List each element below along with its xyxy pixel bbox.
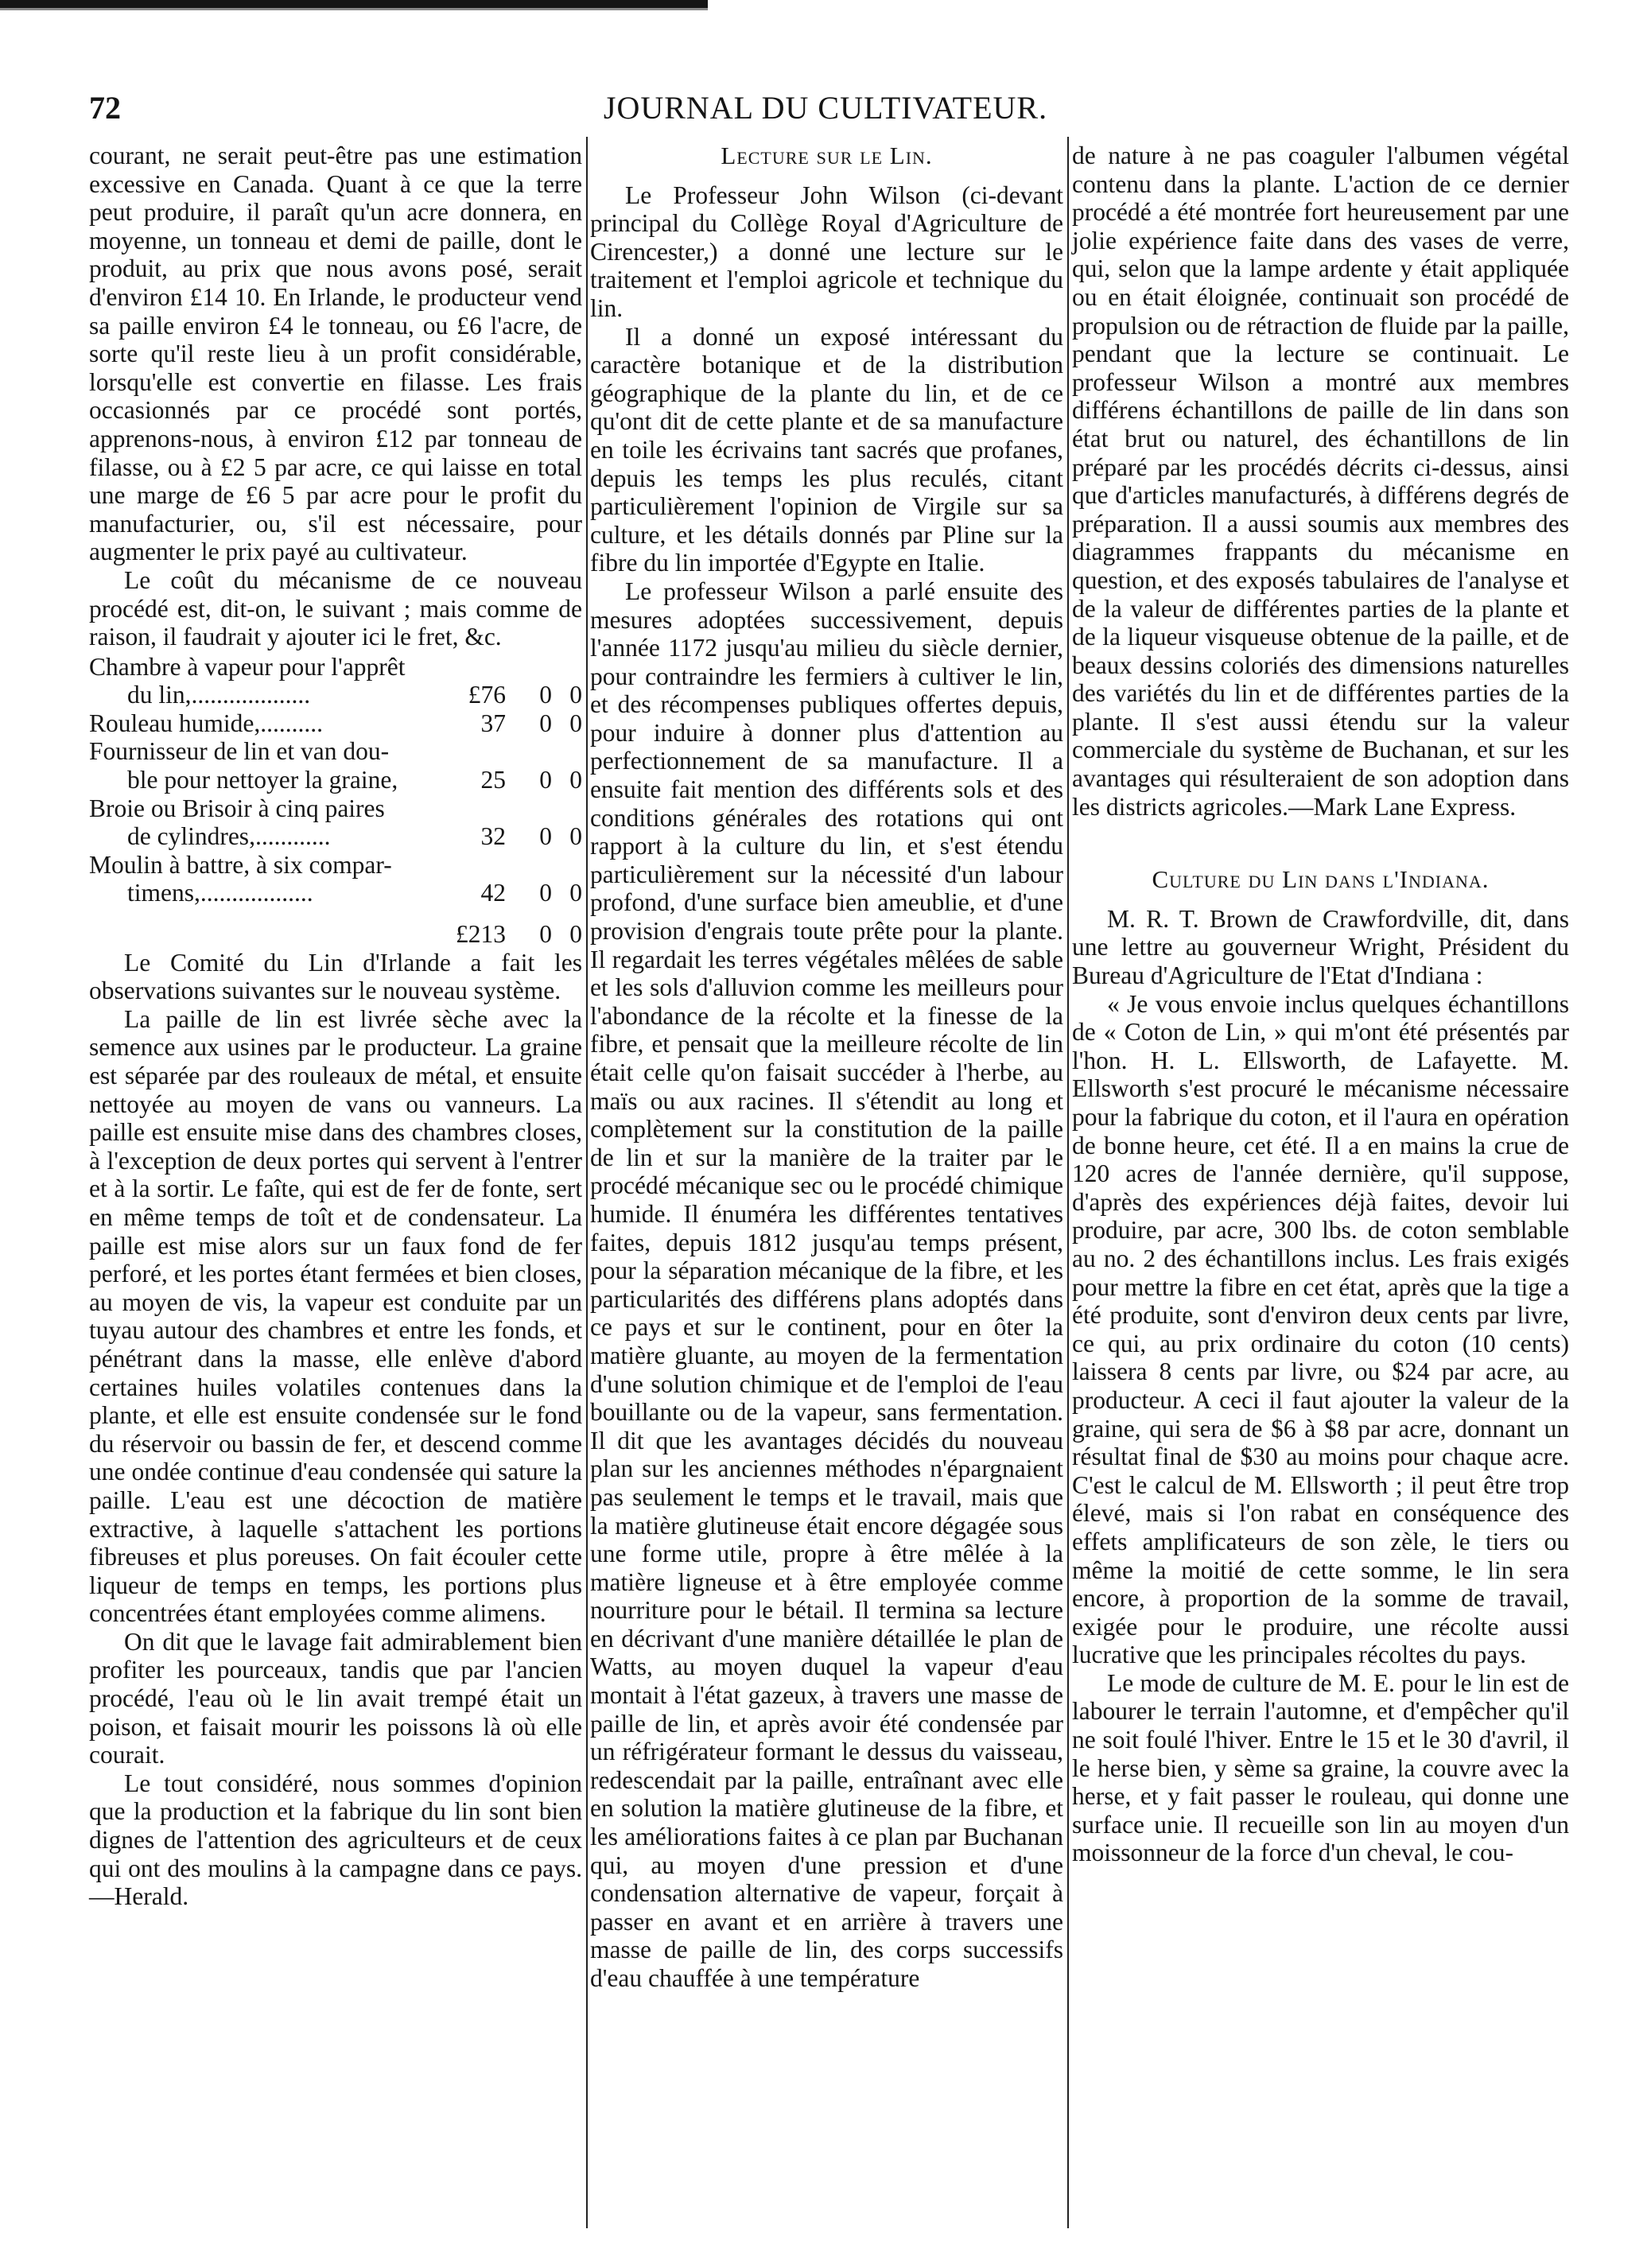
column-rule-left — [586, 137, 588, 2228]
journal-title: JOURNAL DU CULTIVATEUR. — [603, 90, 1048, 126]
cost-item-continuation: ble pour nettoyer la graine, — [127, 766, 398, 794]
cost-shillings: 0 — [539, 766, 552, 794]
column-left — [89, 142, 582, 1911]
cost-pence: 0 — [569, 709, 582, 737]
paragraph: La paille de lin est livrée sèche avec la semence aux usines par le producteur. La graine est séparée par des rouleaux de métal, et ensuite nettoyée au moyen de vans ou vanneurs. La paille est ensuite mise dans des chambres closes, à l'exception de deux portes qui servent à l'entrer et à la sortir. Le faîte, qui est de fer de fonte, sert en même temps de toît et de condensateur. La paille est mise alors sur un faux fond de fer perforé, et les portes étant fermées et bien closes, au moyen de vis, la vapeur est conduite par un tuyau autour des chambres et entre les fonds, et pénétrant dans la masse, elle enlève d'abord certaines huiles volatiles contenues dans la plante, et elle est ensuite condensée sur le fond du réservoir ou bassin de fer, et descend comme une ondée continue d'eau condensée qui sature la paille. L'eau est une décoction de matière extractive, à laquelle s'attachent les portions fibreuses et plus poreuses. On fait écouler cette liqueur de temps en temps, les portions plus concentrées étant employées comme alimens. — [89, 1004, 582, 1628]
cost-pence: 0 — [569, 822, 582, 851]
article-heading: Culture du Lin dans l'Indiana. — [1152, 865, 1490, 894]
total-shillings: 0 — [539, 920, 552, 949]
cost-item-label: Rouleau humide,.......... — [89, 709, 323, 737]
table-row — [89, 794, 582, 851]
paragraph: Le coût du mécanisme de ce nouveau procédé est, dit-on, le suivant ; mais comme de raison, il faudrait y ajouter ici le fret, &c. — [89, 565, 582, 651]
cost-shillings: 0 — [539, 822, 552, 851]
cost-pounds: £76 — [468, 681, 506, 709]
paragraph: Le mode de culture de M. E. pour le lin est de labourer le terrain l'automne, et d'empêcher qu'il ne soit foulé l'hiver. Entre le 15 et le 30 d'avril, il le herse bien, y sème sa graine, la couvre avec la herse, et y fait passer le rouleau, qui donne une surface unie. Il recueille son lin au moyen d'un moissonneur de la force d'un cheval, le cou- — [1072, 1668, 1569, 1867]
total-pence: 0 — [569, 920, 582, 949]
cost-item-label: Fournisseur de lin et van dou- — [89, 737, 390, 766]
paragraph: Le Professeur John Wilson (ci-devant principal du Collège Royal d'Agriculture de Cirencester,) a donné une lecture sur le traitement et l'emploi agricole et technique du lin. — [590, 181, 1063, 322]
paragraph: « Je vous envoie inclus quelques échantillons de « Coton de Lin, » qui m'ont été présentés par l'hon. H. L. Ellsworth, de Lafayette. M. Ellsworth s'est procuré le mécanisme nécessaire pour la fabrique du coton, et il l'aura en opération de bonne heure, cet été. Il a en mains la crue de 120 acres de l'année dernière, qu'il suppose, d'après des expériences déjà faites, devoir lui produire, par acre, 300 lbs. de coton semblable au no. 2 des échantillons inclus. Les frais exigés pour mettre la fibre en cet état, après que la tige a été produite, sont d'environ deux cents par livre, ce qui, au prix ordinaire du coton (10 cents) laissera 8 cents par livre, ou $24 par acre, au producteur. A ceci il faut ajouter la valeur de la graine, qui sera de $6 à $8 par acre, donnant un résultat final de $30 au moins pour chaque acre. C'est le calcul de M. Ellsworth ; il peut être trop élevé, mais si l'on rabat en conséquence des effets amplificateurs de son zèle, le tiers ou même la moitié de cette somme, le lin sera encore, à proportion de la somme de travail, exigée pour le produire, une récolte aussi lucrative que les principales récoltes du pays. — [1072, 989, 1569, 1669]
cost-item-continuation: timens,.................. — [127, 879, 313, 907]
paragraph: Le tout considéré, nous sommes d'opinion que la production et la fabrique du lin sont bien dignes de l'attention des agriculteurs et de ceux qui ont des moulins à la campagne dans ce pays.—Herald. — [89, 1769, 582, 1911]
column-rule-right — [1067, 137, 1069, 2228]
page-number: 72 — [89, 90, 121, 126]
paragraph: courant, ne serait peut-être pas une estimation excessive en Canada. Quant à ce que la terre peut produire, il paraît qu'un acre donnera, en moyenne, un tonneau et demi de paille, dont le produit, au prix que nous avons posé, serait d'environ £14 10. En Irlande, le producteur vend sa paille environ £4 le tonneau, ou £6 l'acre, de sorte qu'il reste lieu à un profit considérable, lorsqu'elle est convertie en filasse. Les frais occasionnés par ce procédé sont portés, apprenons-nous, à environ £12 par tonneau de filasse, ou à £2 5 par acre, ce qui laisse en total une marge de £6 5 par acre pour le profit du manufacturier, ou, s'il est nécessaire, pour augmenter le prix payé au cultivateur. — [89, 142, 582, 566]
article-heading: Lecture sur le Lin. — [721, 142, 933, 169]
cost-pounds: 42 — [480, 879, 506, 907]
paragraph: de nature à ne pas coaguler l'albumen végétal contenu dans la plante. L'action de ce dernier procédé a été montrée fort heureusement par une jolie expérience faite dans des vases de verre, qui, selon que la lampe ardente y était appliquée ou en était éloignée, continuait son procédé de propulsion ou de rétraction de fluide par la paille, pendant que la lecture se continuait. Le professeur Wilson a montré aux membres différens échantillons de paille de lin dans son état brut ou naturel, des échantillons de lin préparé par les procédés décrits ci-dessus, ainsi que d'articles manufacturés, à différens degrés de préparation. Il a aussi soumis aux membres des diagrammes frappants du mécanisme en question, et des exposés tabulaires de l'analyse et de la valeur de différentes parties de la plante et de la liqueur visqueuse obtenue de la paille, et de beaux dessins coloriés des dimensions naturelles des variétés du lin et de différentes parties de la plante. Il s'est aussi étendu sur la valeur commerciale du système de Buchanan, et sur les avantages qui résulteraient de son adoption dans les districts agricoles.—Mark Lane Express. — [1072, 142, 1569, 821]
cost-item-label: Broie ou Brisoir à cinq paires — [89, 794, 385, 822]
cost-pence: 0 — [569, 766, 582, 794]
column-middle — [590, 142, 1063, 1993]
table-row — [89, 737, 582, 794]
cost-pence: 0 — [569, 681, 582, 709]
table-total-row — [89, 907, 582, 949]
top-border-rule-thin — [0, 8, 708, 10]
table-row — [89, 653, 582, 709]
cost-pence: 0 — [569, 879, 582, 907]
cost-pounds: 32 — [480, 822, 506, 851]
cost-item-continuation: de cylindres,............ — [127, 822, 331, 851]
column-right — [1072, 142, 1569, 1867]
table-row — [89, 851, 582, 907]
paragraph: M. R. T. Brown de Crawfordville, dit, dans une lettre au gouverneur Wright, Président du Bureau d'Agriculture de l'Etat d'Indiana : — [1072, 904, 1569, 990]
cost-shillings: 0 — [539, 879, 552, 907]
cost-item-label: Moulin à battre, à six compar- — [89, 850, 392, 879]
cost-item-label: Chambre à vapeur pour l'apprêt — [89, 652, 406, 681]
paragraph: On dit que le lavage fait admirablement bien profiter les pourceaux, tandis que par l'ancien procédé, l'eau où le lin avait trempé était un poison, et faisait mourir les poissons là où elle courait. — [89, 1627, 582, 1769]
paragraph: Le Comité du Lin d'Irlande a fait les observations suivantes sur le nouveau système. — [89, 948, 582, 1005]
paragraph: Il a donné un exposé intéressant du caractère botanique et de la distribution géographique de la plante du lin, et de ce qu'ont dit de cette plante et de sa manufacture en toile les écrivains tant sacrés que profanes, depuis les temps les plus reculés, citant particulièrement l'opinion de Virgile sur sa culture, et les détails donnés par Pline sur la fibre du lin importée d'Egypte en Italie. — [590, 322, 1063, 577]
cost-pounds: 25 — [480, 766, 506, 794]
machinery-cost-table — [89, 653, 582, 949]
total-pounds: £213 — [456, 920, 506, 949]
cost-shillings: 0 — [539, 709, 552, 737]
cost-pounds: 37 — [480, 709, 506, 737]
cost-item-continuation: du lin,................... — [127, 681, 311, 709]
table-row — [89, 709, 582, 738]
paragraph: Le professeur Wilson a parlé ensuite des mesures adoptées successivement, depuis l'année 1172 jusqu'au milieu du siècle dernier, pour contraindre les fermiers à cultiver le lin, et des récompenses publiques offertes depuis, pour induire à donner plus d'attention au perfectionnement de sa manufacture. Il a ensuite fait mention des différents sols et des conditions générales des rotations qui ont rapport à la culture du lin, et s'est étendu particulièrement sur la nécessité d'un labour profond, d'une surface bien ameublie, et d'une provision d'engrais toute prête pour la plante. Il regardait les terres végétales mêlées de sable et les sols d'alluvion comme les meilleurs pour l'abondance de la récolte et la finesse de la fibre, et pensait que la meilleure récolte de lin était celle qu'on faisait succéder à l'herbe, au maïs ou aux racines. Il s'étendit au long et complètement sur la constitution de la paille de lin et sur la manière de la traiter par le procédé mécanique sec ou le procédé chimique humide. Il énuméra les différentes tentatives faites, depuis 1812 jusqu'au temps présent, pour la séparation mécanique de la fibre, et les particularités des différens plans adoptés dans ce pays et sur le continent, pour en ôter la matière gluante, au moyen de la fermentation d'une solution chimique et de l'emploi de l'eau bouillante ou de la vapeur, sans fermentation. Il dit que les avantages décidés du nouveau plan sur les anciennes méthodes n'épargnaient pas seulement le temps et le travail, mais que la matière glutineuse était encore dégagée sous une forme utile, propre à être mêlée à la matière ligneuse et à être employée comme nourriture pour le bétail. Il termina sa lecture en décrivant d'une manière détaillée le plan de Watts, au moyen duquel la vapeur d'eau montait à l'état gazeux, à travers une masse de paille de lin, et après avoir été condensée par un réfrigérateur formant le dessus du vaisseau, redescendait par la paille, entraînant avec elle en solution la matière glutineuse de la fibre, et les améliorations faites à ce plan par Buchanan qui, au moyen d'une pression et d'une condensation alternative de vapeur, forçait à passer en avant et en arrière à travers une masse de paille de lin, des corps successifs d'eau chauffée à une température — [590, 577, 1063, 1992]
top-border-rule — [0, 0, 708, 8]
cost-shillings: 0 — [539, 681, 552, 709]
